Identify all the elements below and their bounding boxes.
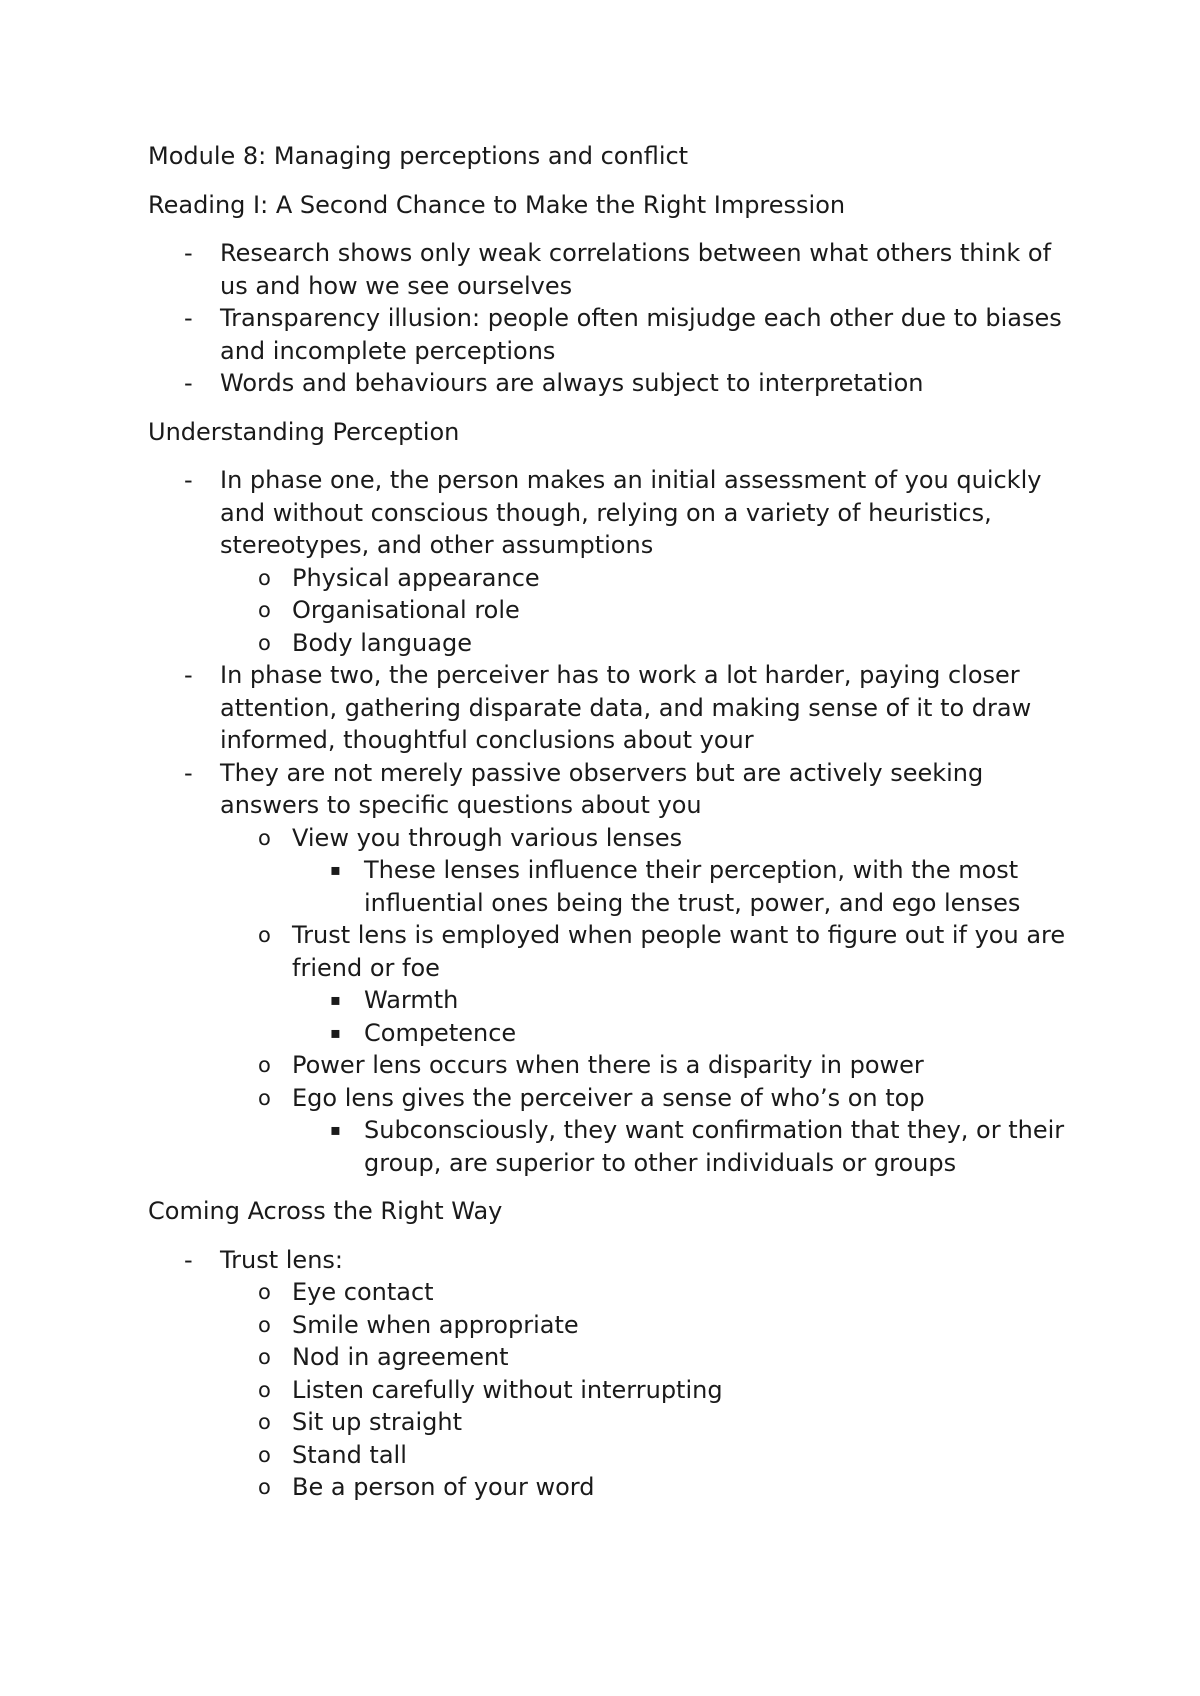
list-item-text: Be a person of your word bbox=[292, 1473, 595, 1501]
list-item bbox=[220, 1374, 1068, 1407]
dash-bullet: - bbox=[184, 369, 193, 397]
list-item-text: Ego lens gives the perceiver a sense of who’s on top bbox=[292, 1083, 925, 1112]
list-item-text: Research shows only weak correlations between what others think of us and how we see ourselves bbox=[220, 239, 1052, 300]
circle-bullet: o bbox=[258, 1475, 271, 1499]
list-item-text: Physical appearance bbox=[292, 563, 540, 592]
sub-sub-list bbox=[292, 1114, 1068, 1179]
bullet-list bbox=[148, 1244, 1068, 1504]
list-item bbox=[292, 1017, 1068, 1050]
circle-bullet: o bbox=[258, 1410, 271, 1434]
circle-bullet: o bbox=[258, 1085, 271, 1110]
list-item bbox=[148, 237, 1068, 302]
circle-bullet: o bbox=[258, 630, 271, 655]
list-item-text: Smile when appropriate bbox=[292, 1310, 579, 1339]
circle-bullet: o bbox=[258, 1053, 271, 1077]
section-heading-reading: Reading I: A Second Chance to Make the Right Impression bbox=[148, 190, 846, 219]
list-item bbox=[220, 822, 1068, 920]
list-item bbox=[220, 1276, 1068, 1309]
list-item-text: In phase one, the person makes an initial assessment of you quickly and without conscious though, relying on a variety of heuristics, stereotypes, and other assumptions bbox=[220, 466, 1042, 559]
list-item bbox=[292, 1114, 1068, 1179]
list-item bbox=[148, 367, 1068, 400]
sub-sub-list bbox=[292, 984, 1068, 1049]
list-item-text: Body language bbox=[292, 628, 472, 657]
list-item bbox=[148, 464, 1068, 659]
dash-bullet: - bbox=[184, 239, 193, 267]
list-item-text: Eye contact bbox=[292, 1278, 434, 1306]
list-item-text: Sit up straight bbox=[292, 1408, 463, 1436]
bullet-list bbox=[148, 237, 1068, 400]
sub-list bbox=[220, 562, 1068, 660]
list-item bbox=[148, 302, 1068, 367]
list-item-text: Listen carefully without interrupting bbox=[292, 1375, 723, 1404]
list-item bbox=[220, 1406, 1068, 1439]
list-item bbox=[220, 1439, 1068, 1472]
list-item-text: Trust lens: bbox=[220, 1245, 343, 1274]
list-item-text: Nod in agreement bbox=[292, 1343, 509, 1371]
section-heading-coming-across: Coming Across the Right Way bbox=[148, 1197, 503, 1225]
sub-list bbox=[220, 1276, 1068, 1504]
circle-bullet: o bbox=[258, 1345, 271, 1369]
list-item-text: Stand tall bbox=[292, 1440, 407, 1469]
list-item bbox=[220, 1471, 1068, 1504]
square-bullet: ▪ bbox=[330, 860, 341, 879]
dash-bullet: - bbox=[184, 661, 193, 689]
dash-bullet: - bbox=[184, 1245, 193, 1274]
square-bullet: ▪ bbox=[330, 1022, 341, 1042]
square-bullet: ▪ bbox=[330, 1120, 341, 1139]
list-item-text: Organisational role bbox=[292, 596, 520, 624]
dash-bullet: - bbox=[184, 304, 193, 332]
list-item bbox=[148, 659, 1068, 757]
list-item-text: Transparency illusion: people often misjudge each other due to biases and incomplete perceptions bbox=[220, 304, 1062, 365]
list-item-text: Warmth bbox=[364, 986, 459, 1014]
list-item bbox=[220, 627, 1068, 660]
list-item-text: In phase two, the perceiver has to work a lot harder, paying closer attention, gathering disparate data, and making sense of it to draw informed, thoughtful conclusions about your bbox=[220, 661, 1032, 754]
list-item-text: Subconsciously, they want confirmation that they, or their group, are superior to other individuals or groups bbox=[364, 1116, 1065, 1177]
sub-sub-list bbox=[292, 854, 1068, 919]
list-item bbox=[220, 1082, 1068, 1180]
circle-bullet: o bbox=[258, 1442, 271, 1467]
list-item bbox=[220, 919, 1068, 1049]
list-item-text: Competence bbox=[364, 1018, 517, 1047]
sub-list bbox=[220, 822, 1068, 1180]
list-item bbox=[148, 757, 1068, 1180]
circle-bullet: o bbox=[258, 1377, 271, 1402]
list-item bbox=[220, 1341, 1068, 1374]
document-page bbox=[148, 140, 1068, 1520]
section-heading-understanding: Understanding Perception bbox=[148, 417, 460, 446]
list-item-text: View you through various lenses bbox=[292, 823, 683, 852]
list-item-text: Trust lens is employed when people want to figure out if you are friend or foe bbox=[292, 921, 1066, 982]
circle-bullet: o bbox=[258, 598, 271, 622]
dash-bullet: - bbox=[184, 758, 193, 787]
list-item bbox=[292, 854, 1068, 919]
circle-bullet: o bbox=[258, 565, 271, 590]
dash-bullet: - bbox=[184, 466, 193, 494]
list-item bbox=[220, 1049, 1068, 1082]
circle-bullet: o bbox=[258, 825, 271, 850]
list-item bbox=[220, 562, 1068, 595]
circle-bullet: o bbox=[258, 1312, 271, 1337]
list-item bbox=[220, 1309, 1068, 1342]
circle-bullet: o bbox=[258, 1280, 271, 1304]
square-bullet: ▪ bbox=[330, 990, 341, 1009]
bullet-list bbox=[148, 464, 1068, 1179]
document-title: Module 8: Managing perceptions and conflict bbox=[148, 142, 689, 170]
list-item bbox=[220, 594, 1068, 627]
list-item bbox=[292, 984, 1068, 1017]
list-item-text: Words and behaviours are always subject to interpretation bbox=[220, 369, 924, 397]
list-item-text: Power lens occurs when there is a disparity in power bbox=[292, 1051, 924, 1079]
circle-bullet: o bbox=[258, 923, 271, 947]
list-item-text: These lenses influence their perception, with the most influential ones being the trust, power, and ego lenses bbox=[364, 856, 1021, 917]
list-item-text: They are not merely passive observers but are actively seeking answers to specific questions about you bbox=[220, 758, 984, 819]
list-item bbox=[148, 1244, 1068, 1504]
